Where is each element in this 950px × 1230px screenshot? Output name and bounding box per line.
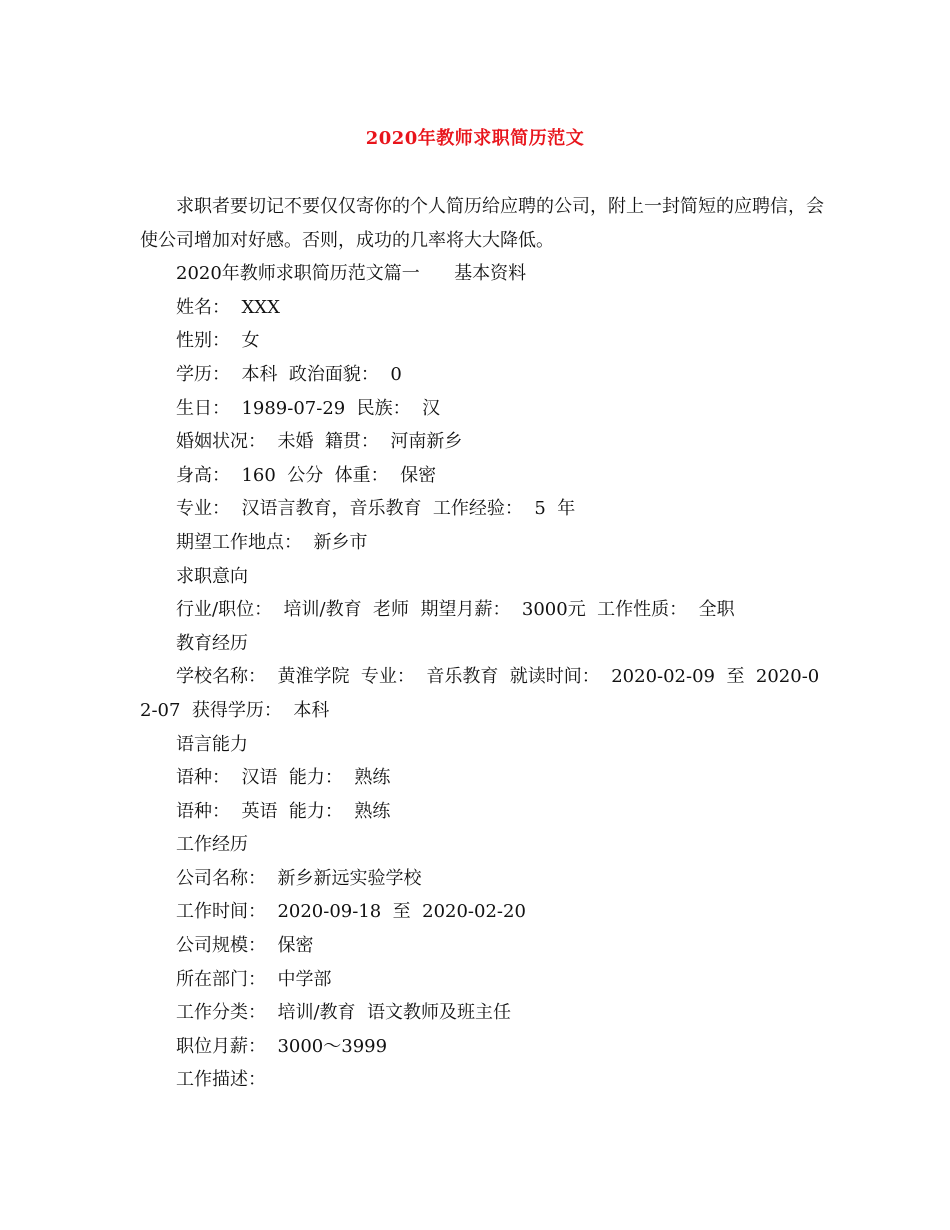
field-marital-hometown: 婚姻状况： 未婚 籍贯： 河南新乡	[176, 431, 463, 453]
section-work-experience: 工作经历	[176, 834, 248, 856]
field-height-weight: 身高： 160 公分 体重： 保密	[176, 464, 437, 486]
field-job-description: 工作描述：	[176, 1069, 266, 1091]
field-birthday-ethnicity: 生日： 1989-07-29 民族： 汉	[176, 397, 441, 419]
resume-heading-basic-info: 2020年教师求职简历范文篇一 基本资料	[176, 263, 527, 285]
field-department: 所在部门： 中学部	[176, 968, 332, 990]
education-entry: 学校名称： 黄淮学院 专业： 音乐教育 就读时间： 2020-02-09 至 2020-02-07 获得学历： 本科	[140, 666, 820, 721]
section-job-intention: 求职意向	[176, 565, 248, 587]
section-language-ability: 语言能力	[176, 733, 248, 755]
field-desired-location: 期望工作地点： 新乡市	[176, 531, 368, 553]
language-chinese: 语种： 汉语 能力： 熟练	[176, 767, 391, 789]
document-title: 2020年教师求职简历范文	[365, 128, 585, 149]
field-work-period: 工作时间： 2020-09-18 至 2020-02-20	[176, 901, 526, 923]
field-education-politics: 学历： 本科 政治面貌： 0	[176, 363, 402, 385]
field-gender: 性别： 女	[176, 330, 260, 352]
field-monthly-salary: 职位月薪： 3000～3999	[176, 1035, 388, 1057]
field-company-name: 公司名称： 新乡新远实验学校	[176, 867, 422, 889]
intro-paragraph: 求职者要切记不要仅仅寄你的个人简历给应聘的公司，附上一封简短的应聘信，会使公司增加对好感。否则，成功的几率将大大降低。	[140, 196, 824, 251]
field-name: 姓名： XXX	[176, 296, 280, 318]
field-job-category: 工作分类： 培训/教育 语文教师及班主任	[176, 1002, 511, 1024]
field-company-size: 公司规模： 保密	[176, 935, 314, 957]
field-major-experience: 专业： 汉语言教育，音乐教育 工作经验： 5 年	[176, 498, 576, 520]
section-education: 教育经历	[176, 632, 248, 654]
language-english: 语种： 英语 能力： 熟练	[176, 800, 391, 822]
field-industry-salary-type: 行业/职位： 培训/教育 老师 期望月薪： 3000元 工作性质： 全职	[176, 599, 735, 621]
document-body	[140, 190, 830, 1097]
